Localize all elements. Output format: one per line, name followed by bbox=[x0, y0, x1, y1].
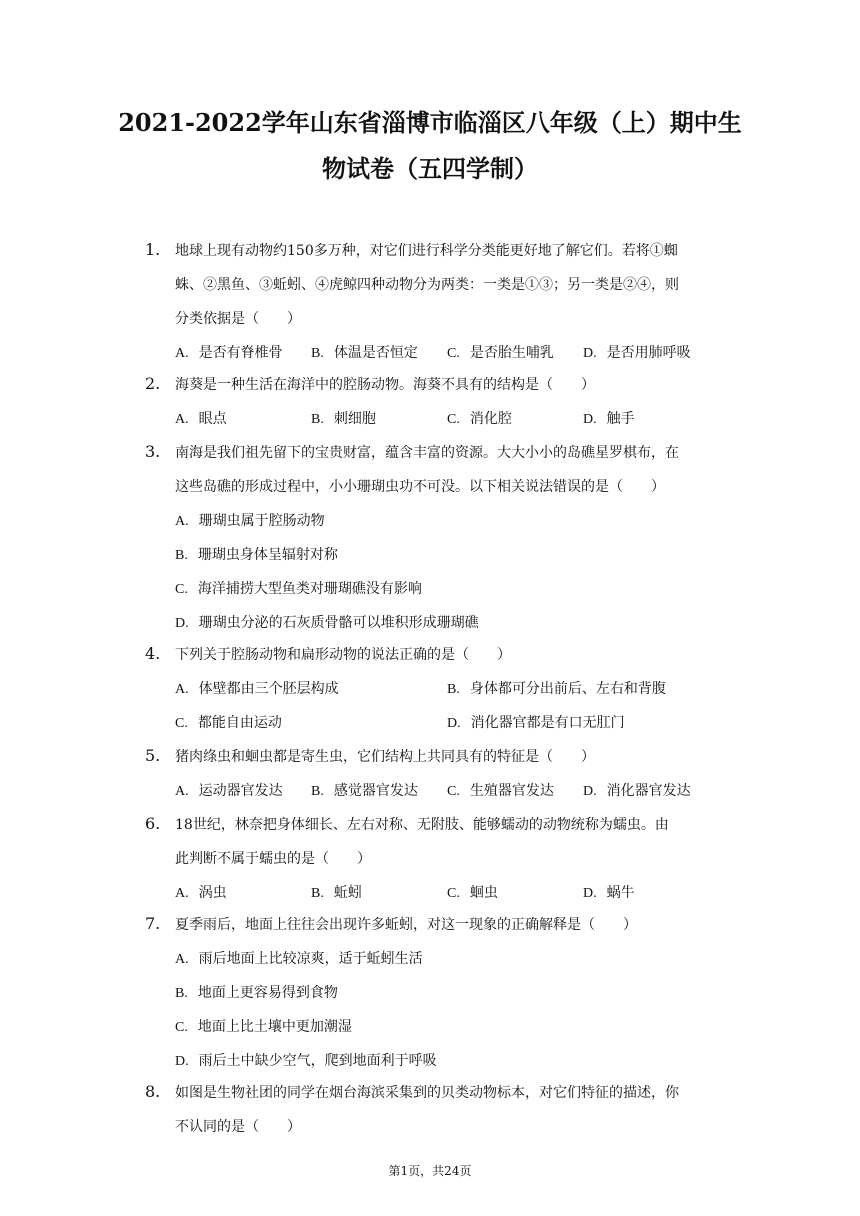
option-c bbox=[175, 578, 422, 598]
option-letter: A. bbox=[175, 346, 189, 361]
option-letter: A. bbox=[175, 784, 189, 799]
option-letter: B. bbox=[175, 986, 188, 1001]
option-letter: C. bbox=[175, 1020, 188, 1035]
question-text-line: 如图是生物社团的同学在烟台海滨采集到的贝类动物标本，对它们特征的描述，你 bbox=[175, 1085, 679, 1101]
option-c bbox=[447, 408, 512, 428]
option-a bbox=[175, 510, 325, 530]
option-text: 都能自由运动 bbox=[197, 715, 282, 731]
option-letter: A. bbox=[175, 952, 189, 967]
option-b bbox=[311, 342, 418, 362]
option-a bbox=[175, 408, 227, 428]
option-b bbox=[175, 544, 338, 564]
question-number: 3. bbox=[145, 442, 161, 461]
option-a bbox=[175, 342, 283, 362]
option-letter: D. bbox=[175, 616, 189, 631]
option-letter: B. bbox=[447, 682, 460, 697]
option-text: 珊瑚虫分泌的石灰质骨骼可以堆积形成珊瑚礁 bbox=[198, 615, 479, 631]
option-letter: A. bbox=[175, 886, 189, 901]
option-text: 感觉器官发达 bbox=[333, 783, 418, 799]
option-text: 生殖器官发达 bbox=[469, 783, 554, 799]
option-a bbox=[175, 882, 227, 902]
question-number: 4. bbox=[145, 644, 161, 663]
option-letter: B. bbox=[311, 412, 324, 427]
option-text: 珊瑚虫属于腔肠动物 bbox=[198, 513, 325, 529]
option-letter: D. bbox=[583, 886, 597, 901]
option-text: 体温是否恒定 bbox=[333, 345, 418, 361]
page-title bbox=[0, 100, 860, 192]
option-c bbox=[447, 342, 554, 362]
option-d bbox=[175, 612, 479, 632]
option-d bbox=[447, 712, 625, 732]
option-text: 海洋捕捞大型鱼类对珊瑚礁没有影响 bbox=[197, 581, 422, 597]
option-text: 身体都可分出前后、左右和背腹 bbox=[469, 681, 666, 697]
option-text: 眼点 bbox=[198, 411, 227, 427]
option-b bbox=[311, 882, 362, 902]
option-letter: C. bbox=[447, 784, 460, 799]
option-text: 是否胎生哺乳 bbox=[469, 345, 554, 361]
question-text-line: 蛛、②黑鱼、③蚯蚓、④虎鲸四种动物分为两类：一类是①③；另一类是②④，则 bbox=[175, 277, 679, 293]
option-d bbox=[583, 342, 691, 362]
option-a bbox=[175, 678, 339, 698]
question-text-line: 下列关于腔肠动物和扁形动物的说法正确的是（ ） bbox=[175, 647, 511, 663]
option-letter: B. bbox=[311, 346, 324, 361]
option-letter: C. bbox=[447, 412, 460, 427]
option-text: 涡虫 bbox=[198, 885, 227, 901]
option-letter: D. bbox=[583, 346, 597, 361]
option-letter: A. bbox=[175, 514, 189, 529]
question-number: 8. bbox=[145, 1082, 161, 1101]
question-text-line: 猪肉绦虫和蛔虫都是寄生虫，它们结构上共同具有的特征是（ ） bbox=[175, 749, 595, 765]
option-text: 消化腔 bbox=[469, 411, 512, 427]
option-letter: C. bbox=[447, 346, 460, 361]
option-c bbox=[175, 712, 282, 732]
option-text: 雨后土中缺少空气，爬到地面利于呼吸 bbox=[198, 1053, 437, 1069]
option-b bbox=[311, 408, 376, 428]
option-text: 是否用肺呼吸 bbox=[606, 345, 691, 361]
option-letter: C. bbox=[447, 886, 460, 901]
question-number: 7. bbox=[145, 914, 161, 933]
option-letter: D. bbox=[583, 784, 597, 799]
option-letter: A. bbox=[175, 412, 189, 427]
question-number: 2. bbox=[145, 374, 161, 393]
option-text: 地面上更容易得到食物 bbox=[197, 985, 338, 1001]
option-b bbox=[447, 678, 666, 698]
option-b bbox=[175, 982, 338, 1002]
question-text-line: 地球上现有动物约150多万种，对它们进行科学分类能更好地了解它们。若将①蜘 bbox=[175, 243, 678, 259]
question-text-line: 南海是我们祖先留下的宝贵财富，蕴含丰富的资源。大大小小的岛礁星罗棋布，在 bbox=[175, 445, 679, 461]
option-text: 是否有脊椎骨 bbox=[198, 345, 283, 361]
question-text-line: 18世纪，林奈把身体细长、左右对称、无附肢、能够蠕动的动物统称为蠕虫。由 bbox=[175, 817, 669, 833]
question-text-line: 不认同的是（ ） bbox=[175, 1119, 301, 1135]
option-text: 蚯蚓 bbox=[333, 885, 362, 901]
option-c bbox=[447, 882, 498, 902]
option-letter: B. bbox=[175, 548, 188, 563]
question-text-line: 这些岛礁的形成过程中，小小珊瑚虫功不可没。以下相关说法错误的是（ ） bbox=[175, 479, 665, 495]
option-text: 运动器官发达 bbox=[198, 783, 283, 799]
option-d bbox=[175, 1050, 437, 1070]
option-a bbox=[175, 948, 423, 968]
question-number: 5. bbox=[145, 746, 161, 765]
option-text: 地面上比土壤中更加潮湿 bbox=[197, 1019, 352, 1035]
option-d bbox=[583, 408, 635, 428]
title-line-1: 2021-2022学年山东省淄博市临淄区八年级（上）期中生 bbox=[118, 108, 742, 137]
option-d bbox=[583, 780, 691, 800]
option-text: 雨后地面上比较凉爽，适于蚯蚓生活 bbox=[198, 951, 423, 967]
title-line-2: 物试卷（五四学制） bbox=[322, 154, 538, 183]
option-c bbox=[447, 780, 554, 800]
option-text: 消化器官都是有口无肛门 bbox=[470, 715, 625, 731]
option-b bbox=[311, 780, 418, 800]
option-letter: D. bbox=[583, 412, 597, 427]
option-text: 蜗牛 bbox=[606, 885, 635, 901]
question-text-line: 夏季雨后，地面上往往会出现许多蚯蚓，对这一现象的正确解释是（ ） bbox=[175, 917, 637, 933]
option-letter: D. bbox=[447, 716, 461, 731]
option-text: 珊瑚虫身体呈辐射对称 bbox=[197, 547, 338, 563]
question-text-line: 海葵是一种生活在海洋中的腔肠动物。海葵不具有的结构是（ ） bbox=[175, 377, 595, 393]
option-d bbox=[583, 882, 635, 902]
option-letter: B. bbox=[311, 784, 324, 799]
option-letter: C. bbox=[175, 716, 188, 731]
option-a bbox=[175, 780, 283, 800]
option-letter: C. bbox=[175, 582, 188, 597]
question-text-line: 分类依据是（ ） bbox=[175, 311, 301, 327]
option-c bbox=[175, 1016, 352, 1036]
option-letter: D. bbox=[175, 1054, 189, 1069]
option-text: 触手 bbox=[606, 411, 635, 427]
option-text: 刺细胞 bbox=[333, 411, 376, 427]
option-letter: B. bbox=[311, 886, 324, 901]
question-number: 1. bbox=[145, 240, 161, 259]
option-text: 消化器官发达 bbox=[606, 783, 691, 799]
question-number: 6. bbox=[145, 814, 161, 833]
option-letter: A. bbox=[175, 682, 189, 697]
page-footer: 第1页，共24页 bbox=[388, 1164, 472, 1178]
question-text-line: 此判断不属于蠕虫的是（ ） bbox=[175, 851, 371, 867]
option-text: 蛔虫 bbox=[469, 885, 498, 901]
option-text: 体壁都由三个胚层构成 bbox=[198, 681, 339, 697]
